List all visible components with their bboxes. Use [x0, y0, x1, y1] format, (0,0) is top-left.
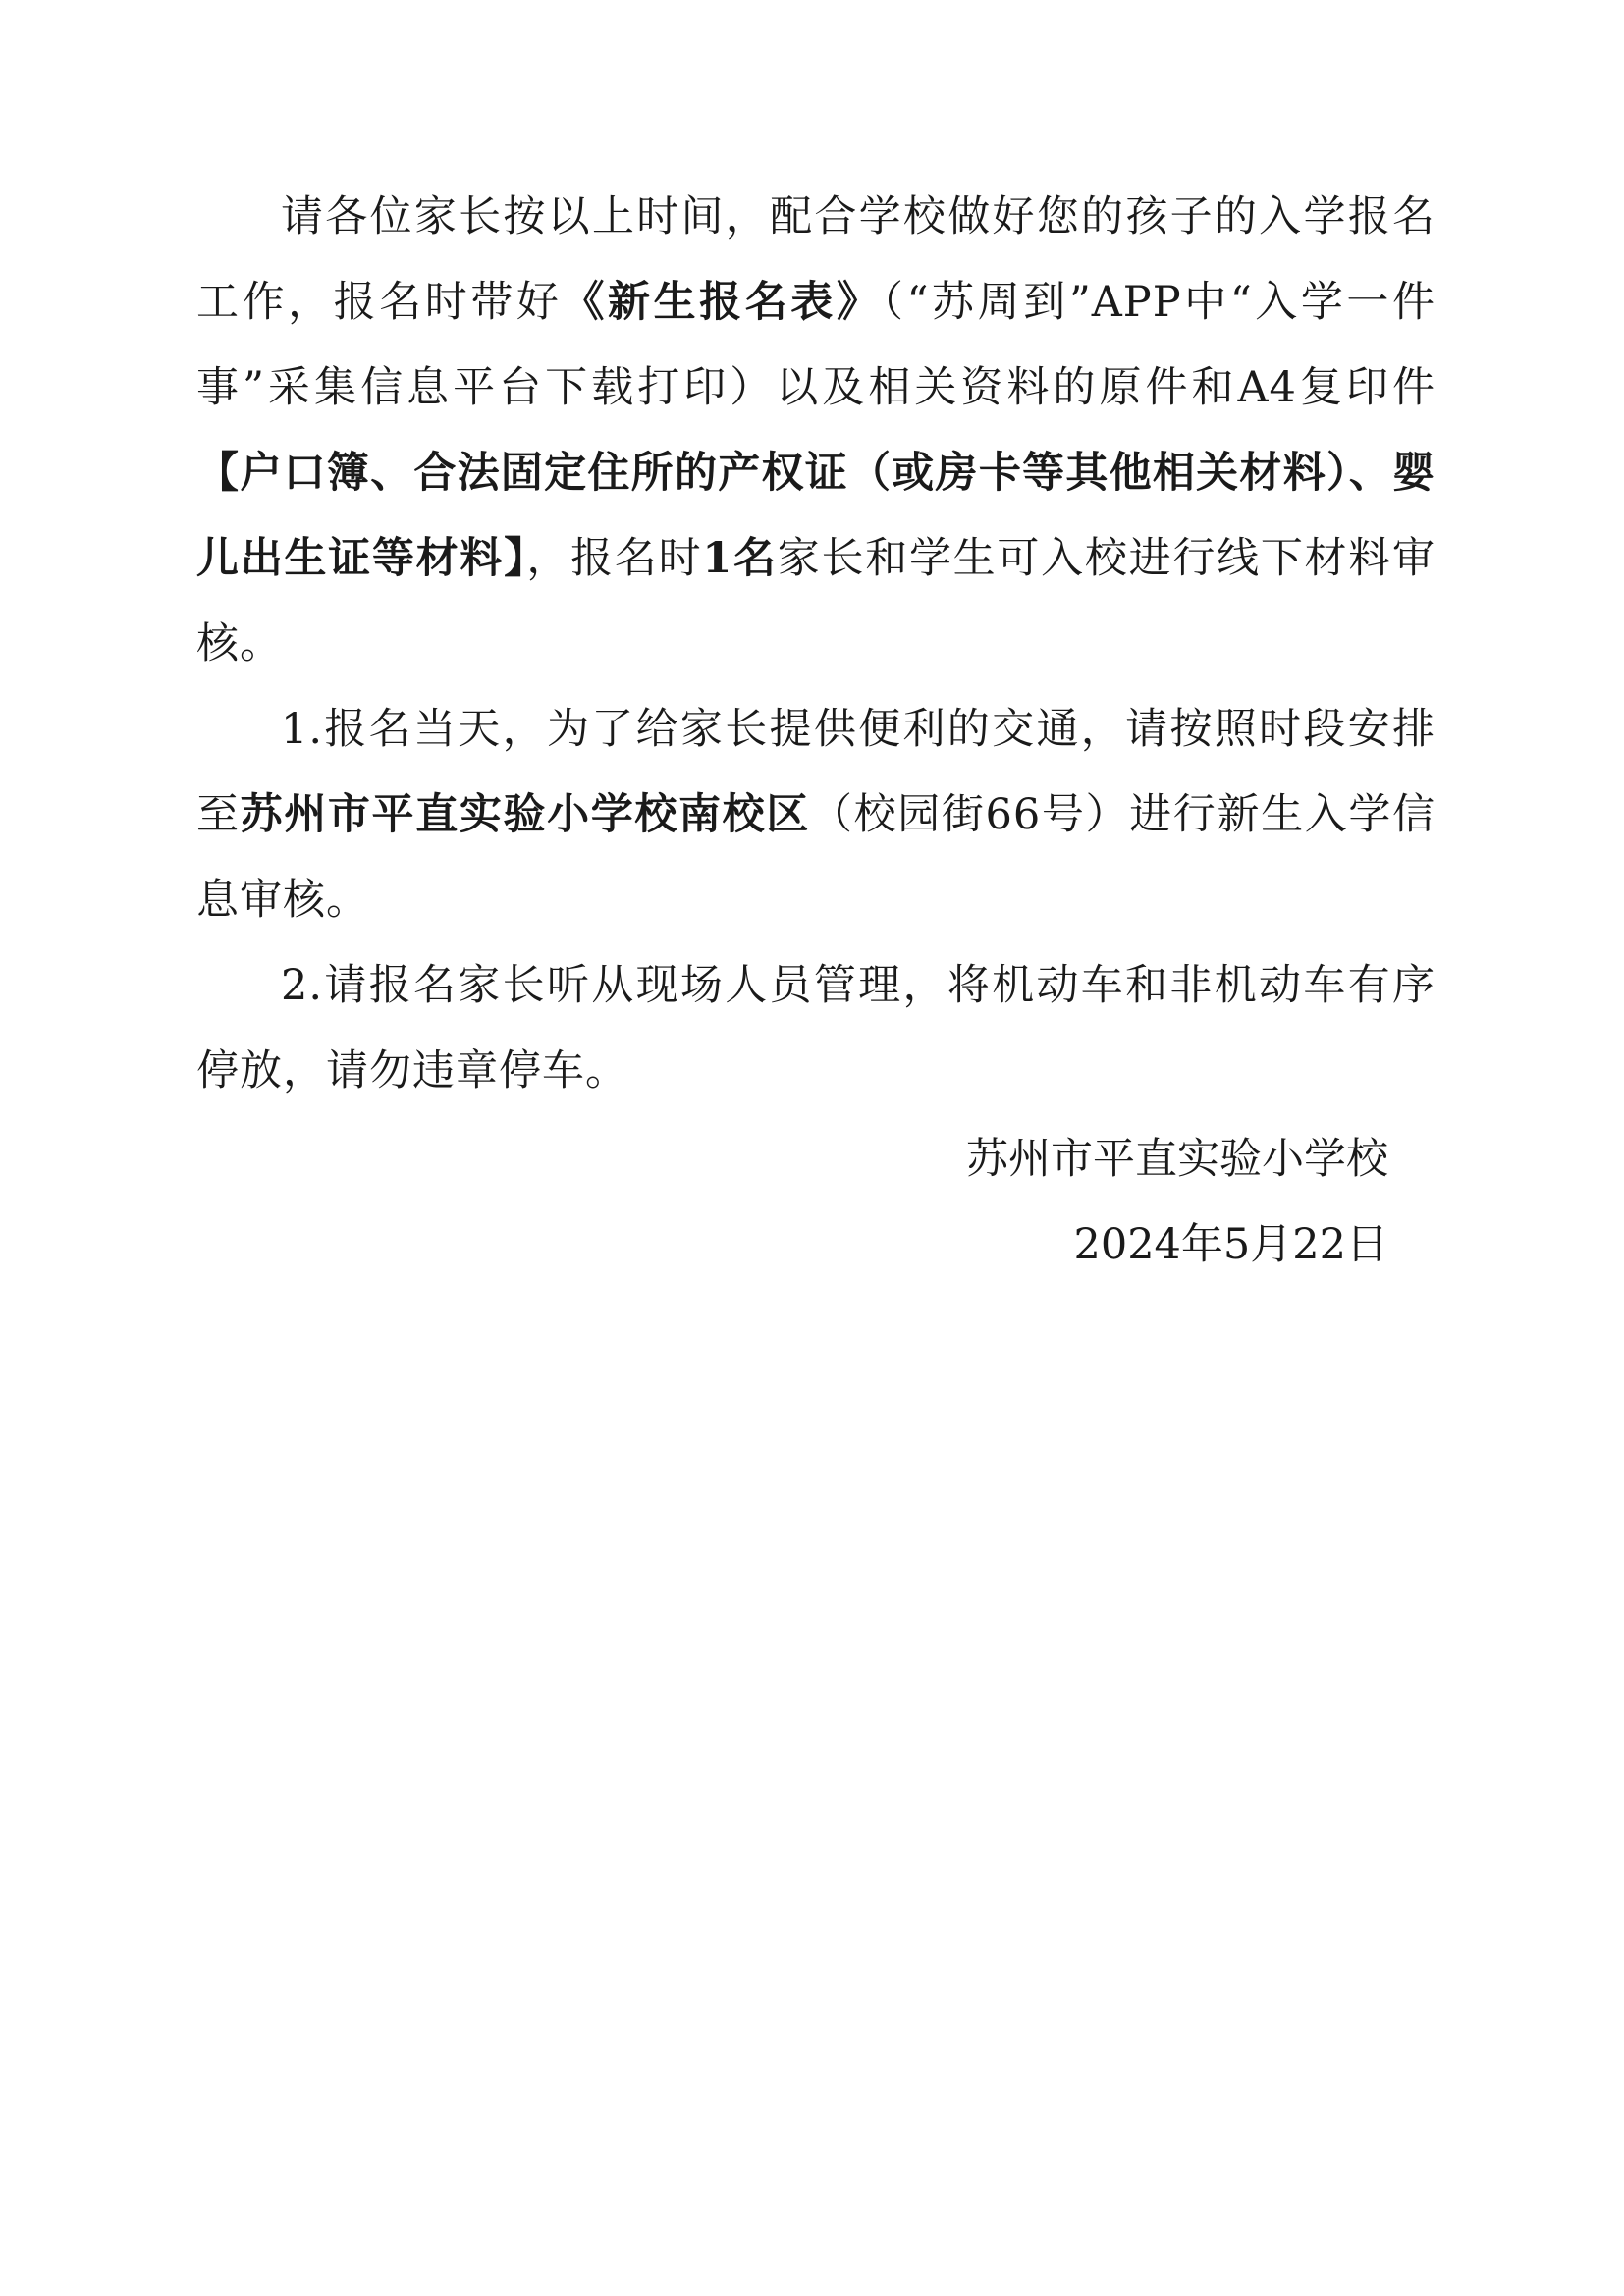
issue-date: 2024年5月22日 [1073, 1220, 1388, 1269]
form-name-bold: 《新生报名表》 [562, 278, 883, 327]
paragraph-location [196, 687, 1435, 943]
text-segment: 请各位家长按以上时间，配合学校做好您的孩子的入学报名工作，报名时带好 [196, 192, 1435, 327]
campus-name-bold: 苏州市平直实验小学校南校区 [240, 790, 810, 839]
paragraph-registration-materials [196, 175, 1435, 687]
parent-count-bold: 1名 [702, 534, 778, 583]
text-segment: （“苏周到”APP中“入学一件事”采集信息平台下载打印）以及相关资料的原件和A4复印件 [196, 278, 1435, 412]
school-name: 苏州市平直实验小学校 [966, 1135, 1388, 1184]
paragraph-parking [196, 943, 1435, 1114]
text-segment: 2.请报名家长听从现场人员管理，将机动车和非机动车有序停放，请勿违章停车。 [196, 961, 1435, 1095]
text-segment: 家长和学生可入校进行线下材料审核。 [196, 534, 1436, 668]
required-documents-bold: 【户口簿、合法固定住所的产权证（或房卡等其他相关材料）、婴儿出生证等材料】 [196, 449, 1435, 583]
text-segment: （校园街66号）进行新生入学信息审核。 [196, 790, 1436, 925]
notice-body [196, 175, 1435, 1114]
text-segment: ，报名时 [526, 534, 703, 583]
signature-block [966, 1117, 1388, 1288]
text-segment: 1.报名当天，为了给家长提供便利的交通，请按照时段安排至 [196, 705, 1435, 839]
